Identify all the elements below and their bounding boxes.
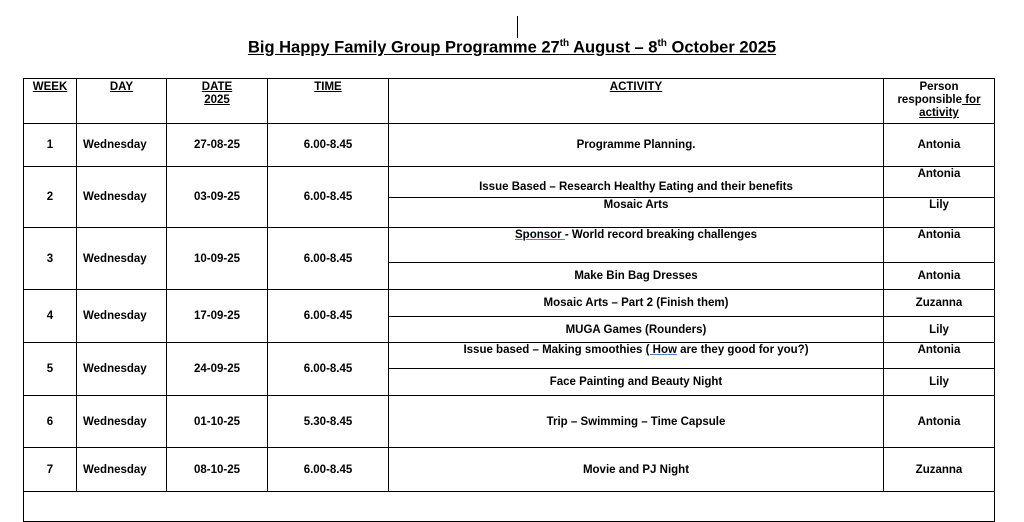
table-row: [24, 343, 995, 369]
person-cell: Lily: [884, 317, 995, 343]
date-cell: 27-08-25: [167, 124, 268, 167]
date-cell: 10-09-25: [167, 228, 268, 290]
time-cell: 6.00-8.45: [268, 228, 389, 290]
table-row: [24, 396, 995, 448]
activity-cell: Mosaic Arts: [389, 198, 884, 228]
table-row: [24, 124, 995, 167]
week-cell: 3: [24, 228, 77, 290]
table-row: [24, 492, 995, 522]
header-time: TIME: [268, 79, 389, 124]
header-week: WEEK: [24, 79, 77, 124]
activity-cell: Issue Based – Research Healthy Eating and their benefits: [389, 167, 884, 198]
person-cell: Antonia: [884, 396, 995, 448]
activity-cell: Issue based – Making smoothies ( How are they good for you?): [389, 343, 884, 369]
time-cell: 5.30-8.45: [268, 396, 389, 448]
week-cell: 6: [24, 396, 77, 448]
time-cell: 6.00-8.45: [268, 343, 389, 396]
activity-cell: Face Painting and Beauty Night: [389, 369, 884, 396]
header-person: Person responsible for activity: [884, 79, 995, 124]
date-cell: 03-09-25: [167, 167, 268, 228]
date-cell: 08-10-25: [167, 448, 268, 492]
header-activity: ACTIVITY: [389, 79, 884, 124]
week-cell: 2: [24, 167, 77, 228]
programme-table: [23, 78, 995, 522]
day-cell: Wednesday: [77, 448, 167, 492]
week-cell: 1: [24, 124, 77, 167]
day-cell: Wednesday: [77, 290, 167, 343]
date-cell: 01-10-25: [167, 396, 268, 448]
date-cell: 24-09-25: [167, 343, 268, 396]
activity-cell: Make Bin Bag Dresses: [389, 263, 884, 290]
header-date: DATE 2025: [167, 79, 268, 124]
table-row: [24, 290, 995, 317]
time-cell: 6.00-8.45: [268, 124, 389, 167]
time-cell: 6.00-8.45: [268, 167, 389, 228]
header-row: [24, 79, 995, 124]
day-cell: Wednesday: [77, 343, 167, 396]
person-cell: Lily: [884, 198, 995, 228]
time-cell: 6.00-8.45: [268, 448, 389, 492]
empty-row: [24, 492, 995, 522]
day-cell: Wednesday: [77, 228, 167, 290]
person-cell: Lily: [884, 369, 995, 396]
activity-cell: Sponsor - World record breaking challenges: [389, 228, 884, 263]
day-cell: Wednesday: [77, 396, 167, 448]
table-row: [24, 228, 995, 263]
activity-cell: Programme Planning.: [389, 124, 884, 167]
page-title: Big Happy Family Group Programme 27th August – 8th October 2025: [247, 38, 777, 57]
person-cell: Antonia: [884, 343, 995, 369]
day-cell: Wednesday: [77, 124, 167, 167]
person-cell: Zuzanna: [884, 290, 995, 317]
person-cell: Antonia: [884, 124, 995, 167]
person-cell: Antonia: [884, 167, 995, 198]
date-cell: 17-09-25: [167, 290, 268, 343]
day-cell: Wednesday: [77, 167, 167, 228]
week-cell: 4: [24, 290, 77, 343]
text-cursor: [517, 16, 518, 38]
time-cell: 6.00-8.45: [268, 290, 389, 343]
person-cell: Antonia: [884, 263, 995, 290]
person-cell: Antonia: [884, 228, 995, 263]
table-row: [24, 167, 995, 198]
table-row: [24, 448, 995, 492]
activity-cell: MUGA Games (Rounders): [389, 317, 884, 343]
activity-cell: Trip – Swimming – Time Capsule: [389, 396, 884, 448]
activity-cell: Movie and PJ Night: [389, 448, 884, 492]
header-day: DAY: [77, 79, 167, 124]
week-cell: 7: [24, 448, 77, 492]
activity-cell: Mosaic Arts – Part 2 (Finish them): [389, 290, 884, 317]
person-cell: Zuzanna: [884, 448, 995, 492]
week-cell: 5: [24, 343, 77, 396]
